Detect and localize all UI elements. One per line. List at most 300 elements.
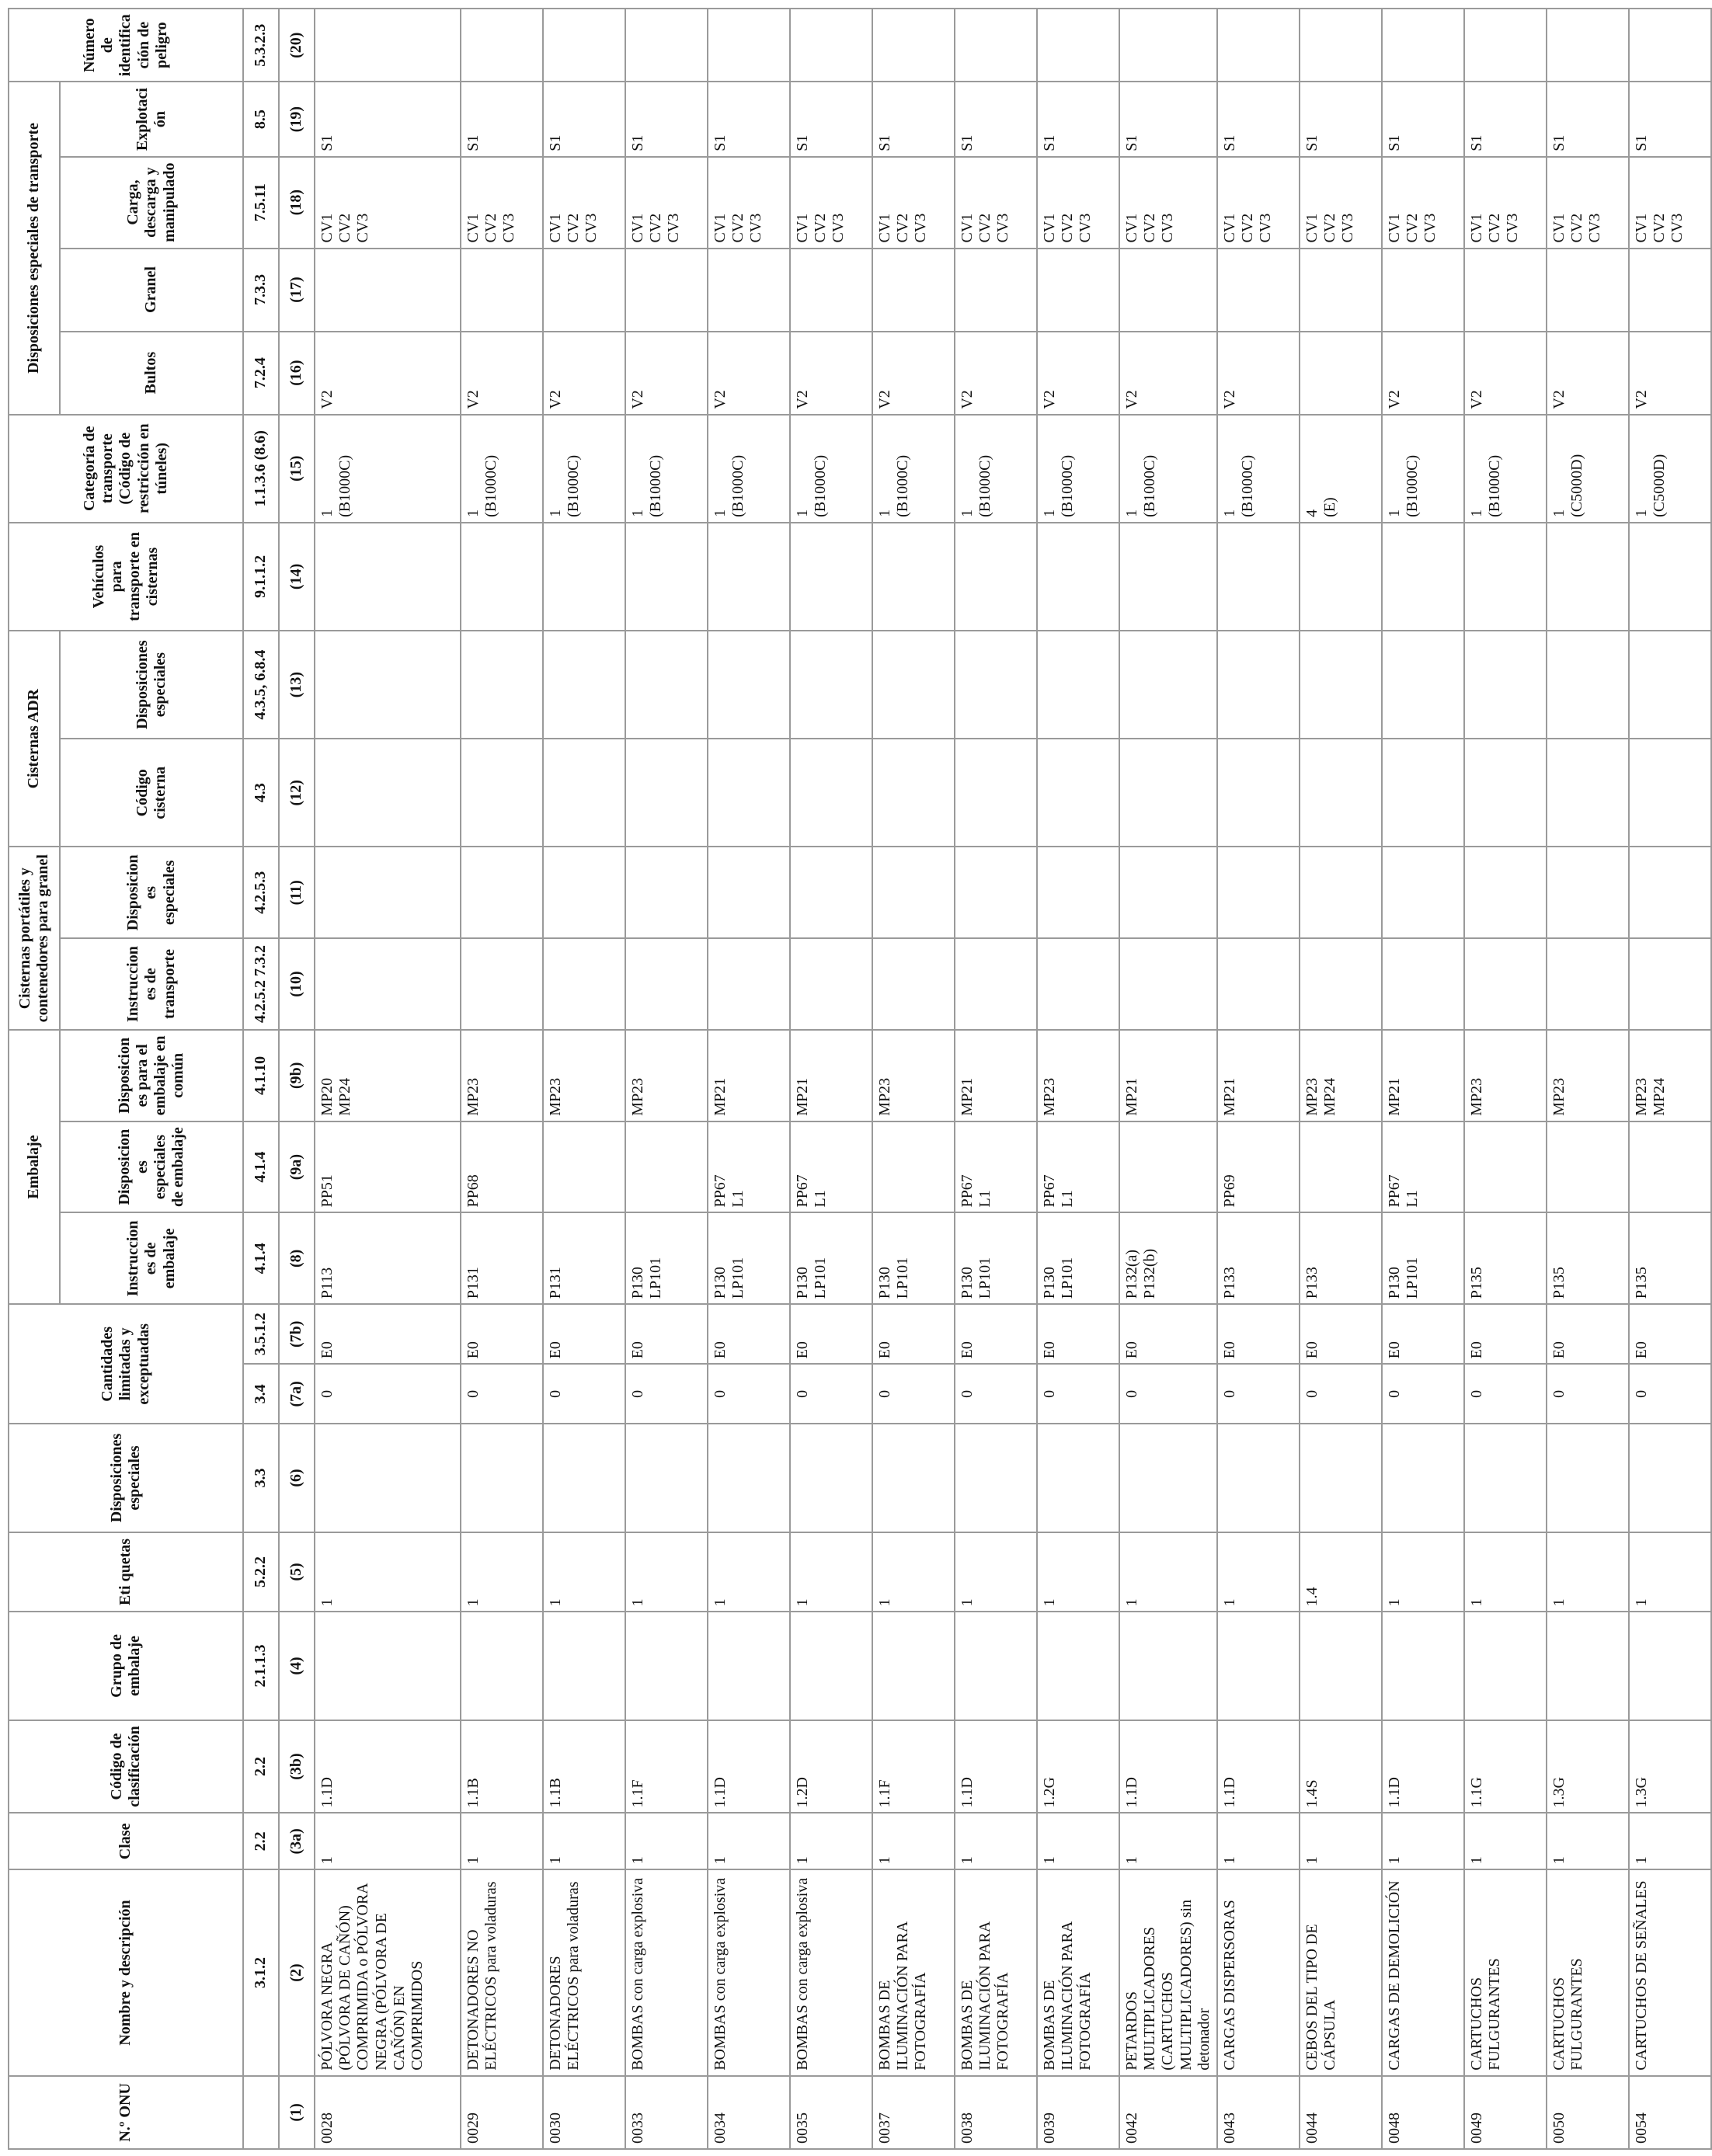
cell-operation (1119, 82, 1217, 156)
cell-text: S1 (1385, 134, 1403, 151)
cell-hazard-id (1382, 9, 1464, 82)
cell-text: PP67 L1 (1385, 1174, 1421, 1208)
cell-text: MP21 (794, 1077, 811, 1116)
cell-text: 0034 (712, 2113, 729, 2144)
reference-cell: 4.3.5, 6.8.4 (243, 631, 279, 739)
cell-text: CV1 CV2 CV3 (1123, 213, 1177, 243)
cell-limited-quantity (1464, 1364, 1547, 1424)
cell-tank-instruction (790, 938, 872, 1030)
table-row (1119, 9, 1217, 2149)
reference-cell: 4.1.4 (243, 1121, 279, 1213)
cell-text: 1 (1385, 1856, 1403, 1865)
cell-special-packing-provision (1382, 1121, 1464, 1213)
cell-text: S1 (1550, 134, 1568, 151)
cell-un-number (708, 2076, 790, 2149)
cell-bulk (315, 249, 461, 332)
cell-mixed-packing-provision (1037, 1030, 1119, 1121)
cell-text: 1 (794, 1598, 811, 1607)
cell-text: E0 (876, 1341, 893, 1359)
cell-tank-special-provision (955, 847, 1037, 938)
cell-tank-vehicle (1037, 523, 1119, 631)
cell-text: P133 (1220, 1267, 1238, 1299)
cell-tank-code (1547, 739, 1629, 847)
cell-un-number (1119, 2076, 1217, 2149)
cell-operation (872, 82, 955, 156)
cell-labels (955, 1532, 1037, 1612)
cell-text: V2 (1385, 390, 1403, 409)
cell-hazard-id (955, 9, 1037, 82)
cell-tank-code (543, 739, 625, 847)
column-number-cell: (18) (279, 157, 315, 249)
cell-text: V2 (876, 390, 893, 409)
cell-text: P135 (1467, 1267, 1485, 1299)
cell-packing-instruction (1217, 1212, 1300, 1304)
cell-text: 1 (1220, 1598, 1238, 1607)
cell-packing-group (1119, 1612, 1217, 1720)
cell-text: 1 (B1000C) (465, 454, 500, 517)
cell-un-number (543, 2076, 625, 2149)
cell-excepted-quantity (543, 1304, 625, 1364)
table-row (461, 9, 543, 2149)
header-disp-esp-embalaje: Disposiciones especiales de embalaje (60, 1121, 243, 1213)
cell-text: V2 (1550, 390, 1568, 409)
cell-special-provisions (461, 1424, 543, 1532)
cell-text: PP69 (1220, 1174, 1238, 1208)
cell-text: 0048 (1385, 2113, 1403, 2144)
cell-loading-handling (461, 157, 543, 249)
cell-transport-category (1464, 415, 1547, 523)
cell-text: MP23 (547, 1077, 564, 1116)
header-instr-transporte: Instrucciones de transporte (60, 938, 243, 1030)
cell-loading-handling (1217, 157, 1300, 249)
cell-text: V2 (547, 390, 564, 409)
reference-cell: 4.3 (243, 739, 279, 847)
cell-operation (461, 82, 543, 156)
column-number-cell: (17) (279, 249, 315, 332)
table-row (1300, 9, 1382, 2149)
column-number-cell: (3b) (279, 1720, 315, 1813)
cell-limited-quantity (1037, 1364, 1119, 1424)
cell-loading-handling (1464, 157, 1547, 249)
group-header-row (9, 9, 60, 2149)
cell-tank-special-provision (461, 847, 543, 938)
cell-text: V2 (1632, 390, 1650, 409)
cell-classification-code (1119, 1720, 1217, 1813)
cell-transport-category (461, 415, 543, 523)
cell-bulk (1119, 249, 1217, 332)
table-row (625, 9, 708, 2149)
cell-classification-code (872, 1720, 955, 1813)
cell-labels (1037, 1532, 1119, 1612)
header-vehiculos: Vehículos para transporte en cisternas (9, 523, 243, 631)
table-row (708, 9, 790, 2149)
cell-text: V2 (1041, 390, 1058, 409)
cell-text: MP21 (712, 1077, 729, 1116)
cell-tank-code (461, 739, 543, 847)
cell-tank-vehicle (955, 523, 1037, 631)
reference-cell: 3.1.2 (243, 1869, 279, 2076)
cell-transport-category (1300, 415, 1382, 523)
cell-name-description (708, 1869, 790, 2076)
cell-text: S1 (465, 134, 482, 151)
cell-tank-special-provision (625, 847, 708, 938)
cell-text: CV1 CV2 CV3 (547, 213, 600, 243)
cell-excepted-quantity (1382, 1304, 1464, 1364)
cell-adr-tank-special-provision (1547, 631, 1629, 739)
cell-mixed-packing-provision (1119, 1030, 1217, 1121)
reference-cell: 7.2.4 (243, 332, 279, 415)
cell-hazard-id (1037, 9, 1119, 82)
cell-packages (1037, 332, 1119, 415)
cell-special-packing-provision (1037, 1121, 1119, 1213)
cell-classification-code (1629, 1720, 1711, 1813)
cell-limited-quantity (790, 1364, 872, 1424)
cell-special-provisions (708, 1424, 790, 1532)
cell-text: 1 (547, 1598, 564, 1607)
cell-packing-instruction (315, 1212, 461, 1304)
cell-class (1547, 1813, 1629, 1869)
cell-excepted-quantity (955, 1304, 1037, 1364)
cell-bulk (461, 249, 543, 332)
cell-classification-code (1217, 1720, 1300, 1813)
cell-text: S1 (1041, 134, 1058, 151)
cell-text: 1.3G (1632, 1777, 1650, 1808)
cell-classification-code (708, 1720, 790, 1813)
cell-packing-group (461, 1612, 543, 1720)
cell-text: S1 (1467, 134, 1485, 151)
column-number-cell: (6) (279, 1424, 315, 1532)
cell-adr-tank-special-provision (1382, 631, 1464, 739)
cell-packing-instruction (543, 1212, 625, 1304)
cell-classification-code (461, 1720, 543, 1813)
dangerous-goods-table (8, 8, 1712, 2150)
cell-operation (1464, 82, 1547, 156)
cell-name-description (543, 1869, 625, 2076)
cell-adr-tank-special-provision (872, 631, 955, 739)
cell-loading-handling (543, 157, 625, 249)
cell-special-packing-provision (1629, 1121, 1711, 1213)
cell-text: 0 (1220, 1389, 1238, 1398)
cell-packing-instruction (955, 1212, 1037, 1304)
cell-text: P113 (318, 1267, 336, 1299)
cell-un-number (1547, 2076, 1629, 2149)
cell-packing-instruction (461, 1212, 543, 1304)
cell-text: 1.3G (1550, 1777, 1568, 1808)
cell-text: 0 (712, 1389, 729, 1398)
cell-text: MP23 (876, 1077, 893, 1116)
cell-text: 0 (1467, 1389, 1485, 1398)
cell-packing-instruction (708, 1212, 790, 1304)
cell-text: BOMBAS DE ILUMINACIÓN PARA FOTOGRAFÍA (876, 1921, 930, 2071)
cell-text: S1 (629, 134, 646, 151)
cell-bulk (790, 249, 872, 332)
cell-operation (1217, 82, 1300, 156)
cell-text: 1.1D (712, 1777, 729, 1808)
cell-tank-code (1464, 739, 1547, 847)
cell-text: 1.4 (1303, 1587, 1321, 1607)
cell-text: E0 (1123, 1341, 1140, 1359)
cell-text: MP23 (1467, 1077, 1485, 1116)
header-codigo-cisterna: Código cisterna (60, 739, 243, 847)
cell-tank-vehicle (1464, 523, 1547, 631)
cell-text: 0033 (629, 2113, 646, 2144)
cell-text: CV1 CV2 CV3 (959, 213, 1012, 243)
cell-tank-code (1037, 739, 1119, 847)
cell-text: CV1 CV2 CV3 (1220, 213, 1275, 243)
reference-cell: 9.1.1.2 (243, 523, 279, 631)
cell-operation (1037, 82, 1119, 156)
column-number-cell: (9a) (279, 1121, 315, 1213)
cell-text: 1 (794, 1856, 811, 1865)
cell-limited-quantity (543, 1364, 625, 1424)
cell-text: E0 (318, 1341, 336, 1359)
cell-text: 1.1D (318, 1777, 336, 1808)
reference-cell: 2.2 (243, 1720, 279, 1813)
cell-packing-group (315, 1612, 461, 1720)
cell-tank-vehicle (708, 523, 790, 631)
cell-packing-group (1217, 1612, 1300, 1720)
cell-transport-category (1547, 415, 1629, 523)
table-row (543, 9, 625, 2149)
cell-tank-instruction (625, 938, 708, 1030)
cell-limited-quantity (315, 1364, 461, 1424)
cell-adr-tank-special-provision (1300, 631, 1382, 739)
cell-limited-quantity (1382, 1364, 1464, 1424)
cell-tank-instruction (543, 938, 625, 1030)
cell-labels (790, 1532, 872, 1612)
cell-text: CARGAS DE DEMOLICIÓN (1385, 1880, 1403, 2071)
cell-un-number (625, 2076, 708, 2149)
cell-packing-group (872, 1612, 955, 1720)
cell-text: 1 (B1000C) (1467, 454, 1504, 517)
cell-transport-category (1119, 415, 1217, 523)
cell-adr-tank-special-provision (1217, 631, 1300, 739)
cell-tank-code (872, 739, 955, 847)
cell-limited-quantity (625, 1364, 708, 1424)
cell-mixed-packing-provision (1547, 1030, 1629, 1121)
cell-text: P130 LP101 (629, 1257, 665, 1299)
cell-special-packing-provision (1464, 1121, 1547, 1213)
cell-class (1119, 1813, 1217, 1869)
cell-adr-tank-special-provision (1464, 631, 1547, 739)
cell-text: 1 (B1000C) (318, 454, 354, 517)
cell-text: P132(a) P132(b) (1123, 1248, 1159, 1299)
header-clase: Clase (9, 1813, 243, 1869)
cell-packages (1300, 332, 1382, 415)
table-row (1037, 9, 1119, 2149)
cell-labels (315, 1532, 461, 1612)
cell-text: 1 (1303, 1856, 1321, 1865)
cell-text: S1 (712, 134, 729, 151)
cell-packages (1547, 332, 1629, 415)
cell-operation (543, 82, 625, 156)
cell-text: 0037 (876, 2113, 893, 2144)
cell-text: 1 (1632, 1598, 1650, 1607)
cell-operation (1547, 82, 1629, 156)
cell-mixed-packing-provision (1629, 1030, 1711, 1121)
cell-loading-handling (315, 157, 461, 249)
cell-transport-category (1037, 415, 1119, 523)
cell-bulk (1464, 249, 1547, 332)
cell-loading-handling (1382, 157, 1464, 249)
cell-text: MP20 MP24 (318, 1077, 354, 1116)
cell-loading-handling (1037, 157, 1119, 249)
column-number-cell: (20) (279, 9, 315, 82)
table-row (1629, 9, 1711, 2149)
cell-adr-tank-special-provision (461, 631, 543, 739)
cell-text: MP21 (1123, 1077, 1140, 1116)
cell-tank-vehicle (1382, 523, 1464, 631)
reference-cell (243, 2076, 279, 2149)
cell-text: P133 (1303, 1267, 1321, 1299)
cell-text: S1 (959, 134, 976, 151)
cell-packing-group (708, 1612, 790, 1720)
cell-tank-special-provision (315, 847, 461, 938)
cell-special-packing-provision (790, 1121, 872, 1213)
cell-text: PP68 (465, 1174, 482, 1208)
cell-text: CARTUCHOS FULGURANTES (1550, 1958, 1586, 2071)
reference-cell: 7.3.3 (243, 249, 279, 332)
cell-text: E0 (1550, 1341, 1568, 1359)
cell-tank-instruction (1217, 938, 1300, 1030)
cell-tank-special-provision (1464, 847, 1547, 938)
cell-special-provisions (1629, 1424, 1711, 1532)
cell-text: V2 (794, 390, 811, 409)
cell-adr-tank-special-provision (625, 631, 708, 739)
cell-text: PP67 L1 (1041, 1174, 1077, 1208)
cell-name-description (1382, 1869, 1464, 2076)
cell-text: BOMBAS con carga explosiva (794, 1877, 811, 2071)
group-special-transport: Disposiciones especiales de transporte (9, 82, 60, 414)
cell-text: E0 (629, 1341, 646, 1359)
group-adr-tanks: Cisternas ADR (9, 631, 60, 847)
cell-mixed-packing-provision (1300, 1030, 1382, 1121)
cell-adr-tank-special-provision (790, 631, 872, 739)
cell-text: 1 (959, 1598, 976, 1607)
cell-text: 0 (1123, 1389, 1140, 1398)
cell-text: 1 (465, 1598, 482, 1607)
cell-hazard-id (1300, 9, 1382, 82)
reference-cell: 8.5 (243, 82, 279, 156)
cell-tank-vehicle (461, 523, 543, 631)
cell-text: 0039 (1041, 2113, 1058, 2144)
cell-excepted-quantity (461, 1304, 543, 1364)
cell-tank-code (1629, 739, 1711, 847)
cell-packages (872, 332, 955, 415)
cell-name-description (1217, 1869, 1300, 2076)
cell-packing-group (625, 1612, 708, 1720)
cell-name-description (955, 1869, 1037, 2076)
column-number-cell: (12) (279, 739, 315, 847)
cell-text: PETARDOS MULTIPLICADORES (CARTUCHOS MULTIPLICADORES) sin detonador (1123, 1899, 1213, 2071)
cell-class (1629, 1813, 1711, 1869)
cell-text: BOMBAS DE ILUMINACIÓN PARA FOTOGRAFÍA (1041, 1921, 1094, 2071)
cell-text: P130 LP101 (1385, 1257, 1421, 1299)
cell-text: PP51 (318, 1174, 336, 1208)
cell-text: CEBOS DEL TIPO DE CÁPSULA (1303, 1924, 1339, 2071)
cell-transport-category (543, 415, 625, 523)
cell-transport-category (955, 415, 1037, 523)
cell-text: 1 (1220, 1856, 1238, 1865)
cell-classification-code (790, 1720, 872, 1813)
reference-row (243, 9, 279, 2149)
cell-operation (1382, 82, 1464, 156)
cell-tank-code (625, 739, 708, 847)
cell-text: CV1 CV2 CV3 (318, 213, 372, 243)
cell-packages (790, 332, 872, 415)
cell-text: S1 (318, 134, 336, 151)
column-number-cell: (16) (279, 332, 315, 415)
cell-special-provisions (625, 1424, 708, 1532)
reference-cell: 1.1.3.6 (8.6) (243, 415, 279, 523)
cell-text: S1 (1303, 134, 1321, 151)
header-carga: Carga, descarga y manipulado (60, 157, 243, 249)
cell-tank-instruction (1382, 938, 1464, 1030)
cell-class (315, 1813, 461, 1869)
cell-text: E0 (1632, 1341, 1650, 1359)
cell-text: DETONADORES NO ELÉCTRICOS para voladuras (465, 1881, 500, 2071)
cell-text: 0 (876, 1389, 893, 1398)
table-row (1382, 9, 1464, 2149)
cell-classification-code (1464, 1720, 1547, 1813)
cell-text: 1 (1123, 1598, 1140, 1607)
column-number-cell: (11) (279, 847, 315, 938)
cell-special-packing-provision (1547, 1121, 1629, 1213)
cell-text: BOMBAS con carga explosiva (629, 1877, 646, 2071)
cell-special-packing-provision (543, 1121, 625, 1213)
cell-bulk (543, 249, 625, 332)
cell-packing-group (955, 1612, 1037, 1720)
cell-limited-quantity (461, 1364, 543, 1424)
cell-text: V2 (1123, 390, 1140, 409)
cell-text: CARTUCHOS FULGURANTES (1467, 1958, 1504, 2071)
cell-tank-vehicle (1300, 523, 1382, 631)
cell-tank-special-provision (1217, 847, 1300, 938)
cell-text: DETONADORES ELÉCTRICOS para voladuras (547, 1881, 583, 2071)
cell-text: E0 (712, 1341, 729, 1359)
cell-text: P131 (465, 1267, 482, 1299)
cell-text: S1 (794, 134, 811, 151)
cell-adr-tank-special-provision (1119, 631, 1217, 739)
cell-special-provisions (1464, 1424, 1547, 1532)
cell-hazard-id (790, 9, 872, 82)
cell-text: 0 (1550, 1389, 1568, 1398)
cell-text: P130 LP101 (794, 1257, 830, 1299)
cell-tank-instruction (1119, 938, 1217, 1030)
cell-mixed-packing-provision (955, 1030, 1037, 1121)
cell-text: CARGAS DISPERSORAS (1220, 1900, 1238, 2071)
cell-classification-code (1382, 1720, 1464, 1813)
cell-tank-special-provision (1547, 847, 1629, 938)
cell-text: E0 (1467, 1341, 1485, 1359)
cell-special-provisions (315, 1424, 461, 1532)
cell-labels (1217, 1532, 1300, 1612)
cell-text: 1 (1385, 1598, 1403, 1607)
cell-tank-special-provision (708, 847, 790, 938)
cell-packing-instruction (1300, 1212, 1382, 1304)
cell-excepted-quantity (315, 1304, 461, 1364)
cell-special-packing-provision (625, 1121, 708, 1213)
cell-text: 0 (1303, 1389, 1321, 1398)
cell-tank-instruction (1464, 938, 1547, 1030)
cell-transport-category (625, 415, 708, 523)
cell-transport-category (708, 415, 790, 523)
cell-excepted-quantity (1547, 1304, 1629, 1364)
reference-cell: 4.2.5.2 7.3.2 (243, 938, 279, 1030)
cell-labels (872, 1532, 955, 1612)
cell-hazard-id (1547, 9, 1629, 82)
cell-packing-instruction (790, 1212, 872, 1304)
